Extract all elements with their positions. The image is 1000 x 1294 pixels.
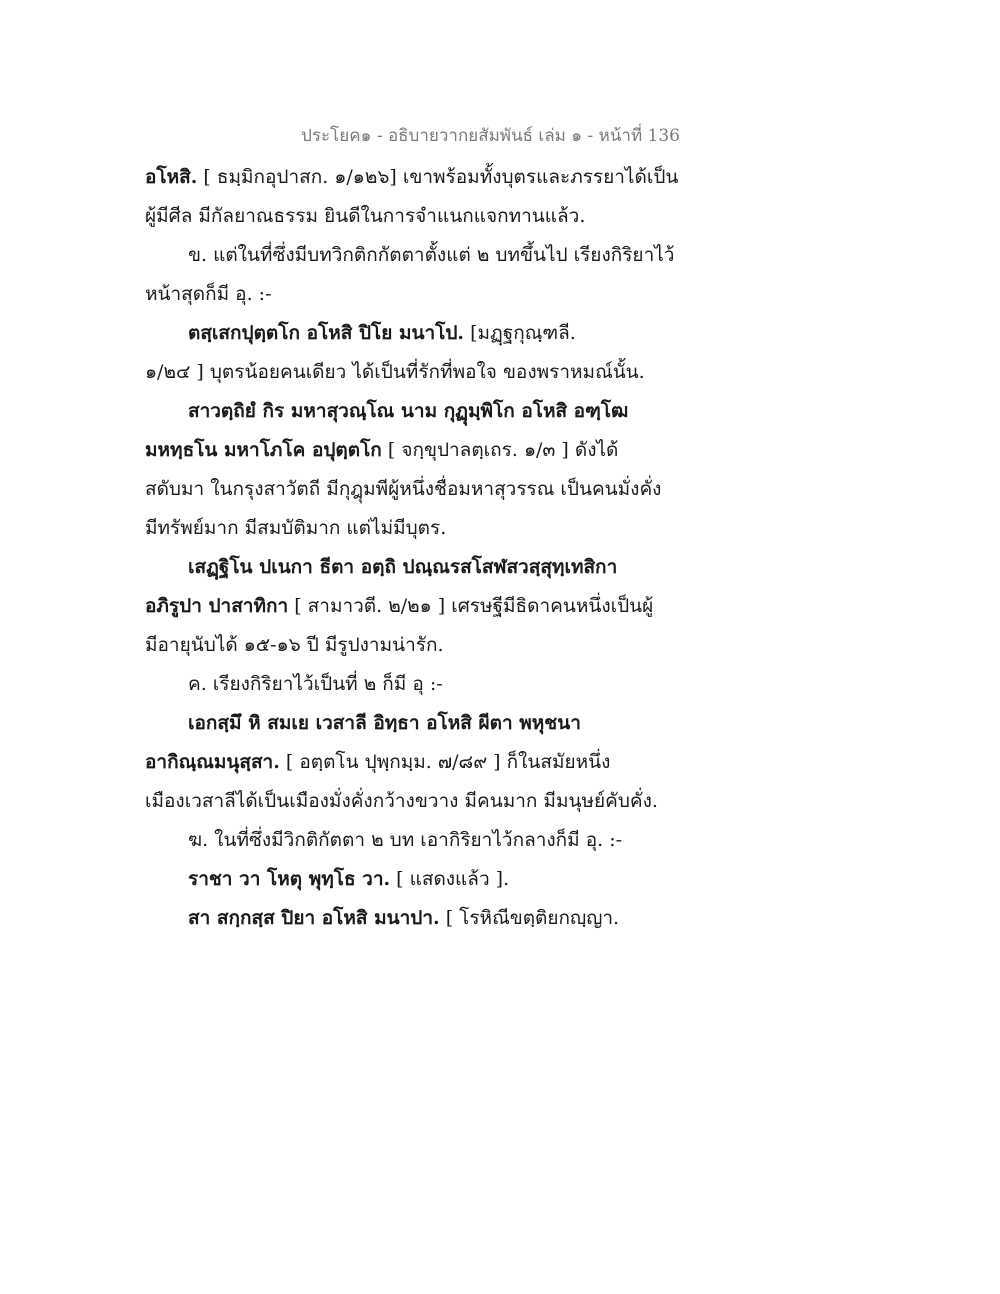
- thai-text: ข. แต่ในที่ซึ่งมีบทวิกติกกัตตาตั้งแต่ ๒ บทขึ้นไป เรียงกิริยาไว้: [188, 244, 675, 266]
- thai-text: เมืองเวสาลีได้เป็นเมืองมั่งคั่งกว้างขวาง มีคนมาก มีมนุษย์คับคั่ง.: [145, 790, 658, 812]
- text-line: [145, 587, 685, 626]
- running-header: ประโยค๑ - อธิบายวากยสัมพันธ์ เล่ม ๑ - หน้าที่ 136: [301, 126, 680, 146]
- text-line: [145, 665, 685, 704]
- text-line: [145, 860, 685, 899]
- thai-text: [ ธมฺมิกอุปาสก. ๑/๑๒๖] เขาพร้อมทั้งบุตรและภรรยาได้เป็น: [197, 166, 679, 188]
- thai-text: [ จกฺขุปาลตฺเถร. ๑/๓ ] ดังได้: [381, 439, 619, 461]
- thai-text: ค. เรียงกิริยาไว้เป็นที่ ๒ ก็มี อุ :-: [188, 673, 443, 695]
- text-line: [145, 314, 685, 353]
- pali-bold-text: มหทฺธโน มหาโภโค อปุตฺตโก: [145, 439, 382, 461]
- thai-text: ผู้มีศีล มีกัลยาณธรรม ยินดีในการจำแนกแจกทานแล้ว.: [145, 205, 586, 227]
- thai-text: [ สามาวตี. ๒/๒๑ ] เศรษฐีมีธิดาคนหนึ่งเป็นผู้: [288, 595, 654, 617]
- text-line: [145, 821, 685, 860]
- thai-text: สดับมา ในกรุงสาวัตถี มีกุฎุมพีผู้หนึ่งชื่อมหาสุวรรณ เป็นคนมั่งคั่ง: [145, 478, 662, 500]
- thai-text: [ แสดงแล้ว ].: [390, 868, 510, 890]
- thai-text: มีอายุนับได้ ๑๕-๑๖ ปี มีรูปงามน่ารัก.: [145, 634, 444, 656]
- text-line: [145, 782, 685, 821]
- pali-bold-text: อโหสิ.: [145, 166, 198, 188]
- pali-bold-text: อภิรูปา ปาสาทิกา: [145, 595, 289, 617]
- thai-text: [มฏฺฐกุณฺฑลี.: [464, 322, 576, 344]
- text-line: [145, 431, 685, 470]
- pali-bold-text: เสฏฺฐิโน ปเนกา ธีตา อตฺถิ ปณฺณรสโสฬสวสฺสุทฺเทสิกา: [188, 556, 618, 578]
- text-line: [145, 275, 685, 314]
- text-line: [145, 236, 685, 275]
- text-line: [145, 899, 685, 938]
- text-line: [145, 158, 685, 197]
- text-line: [145, 548, 685, 587]
- thai-text: ๑/๒๔ ] บุตรน้อยคนเดียว ได้เป็นที่รักที่พอใจ ของพราหมณ์นั้น.: [145, 361, 645, 383]
- text-line: [145, 470, 685, 509]
- text-line: [145, 743, 685, 782]
- thai-text: [ อตฺตโน ปุพฺกมฺม. ๗/๘๙ ] ก็ในสมัยหนึ่ง: [279, 751, 611, 773]
- thai-text: ฆ. ในที่ซึ่งมีวิกติกัตตา ๒ บท เอากิริยาไว้กลางก็มี อุ. :-: [188, 829, 623, 851]
- pali-bold-text: สาวตฺถิยํ กิร มหาสุวณฺโณ นาม กุฏุมฺพิโก อโหสิ อฑฺโฒ: [188, 400, 629, 422]
- document-body: [145, 158, 685, 938]
- text-line: [145, 704, 685, 743]
- text-line: [145, 392, 685, 431]
- pali-bold-text: เอกสฺมึ หิ สมเย เวสาลี อิทฺธา อโหสิ ผีตา พหุชนา: [188, 712, 581, 734]
- thai-text: [ โรหิณีขตฺติยกญฺญา.: [439, 907, 620, 929]
- text-line: [145, 626, 685, 665]
- text-line: [145, 509, 685, 548]
- pali-bold-text: ราชา วา โหตุ พุทฺโธ วา.: [188, 868, 391, 890]
- pali-bold-text: อากิณฺณมนุสฺสา.: [145, 751, 280, 773]
- text-line: [145, 197, 685, 236]
- pali-bold-text: สา สกฺกสฺส ปิยา อโหสิ มนาปา.: [188, 907, 440, 929]
- text-line: [145, 353, 685, 392]
- pali-bold-text: ตสฺเสกปุตฺตโก อโหสิ ปิโย มนาโป.: [188, 322, 465, 344]
- thai-text: มีทรัพย์มาก มีสมบัติมาก แต่ไม่มีบุตร.: [145, 517, 447, 539]
- thai-text: หน้าสุดก็มี อุ. :-: [145, 283, 272, 305]
